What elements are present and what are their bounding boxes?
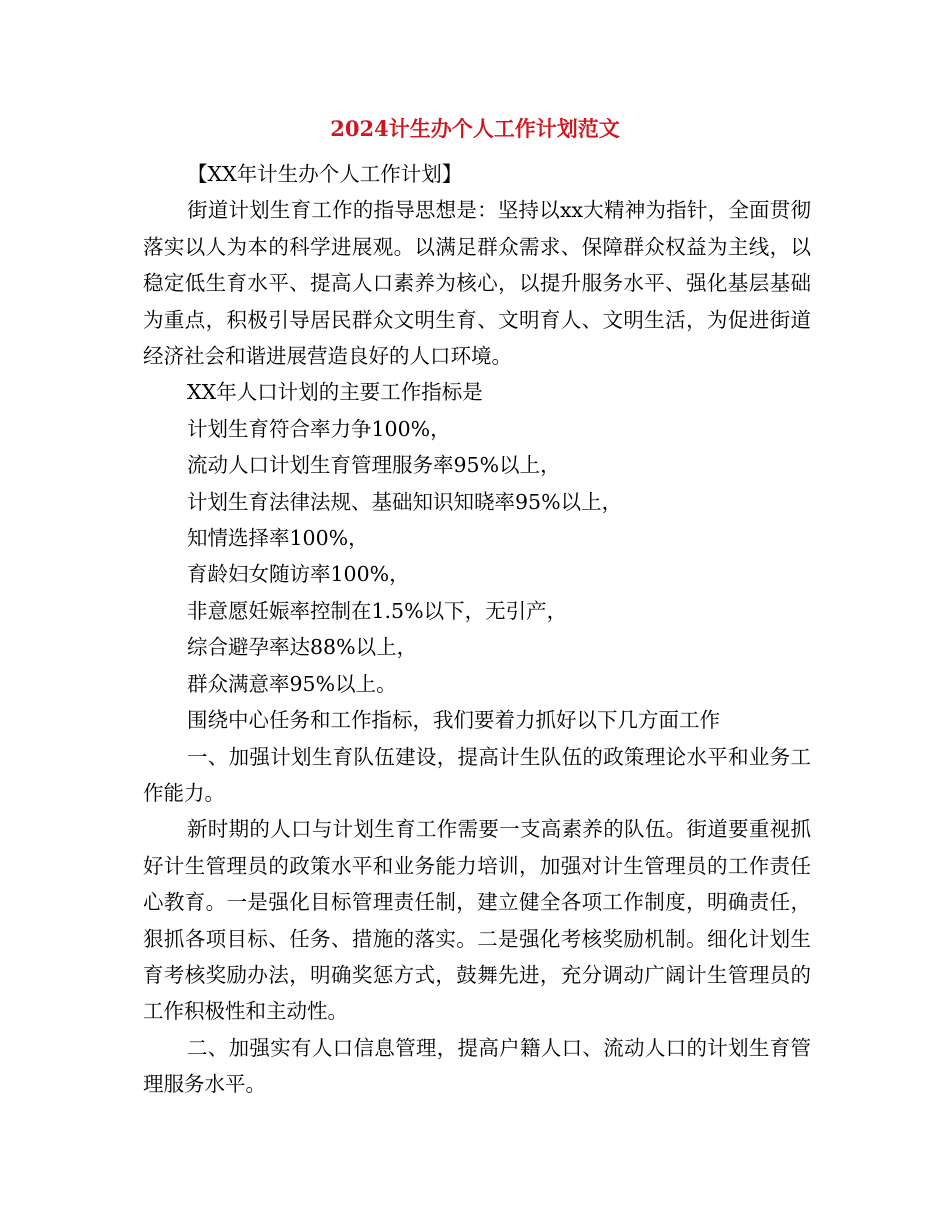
indicator-item: 育龄妇女随访率100%， [187, 562, 410, 587]
indicator-item: 非意愿妊娠率控制在1.5%以下，无引产， [187, 598, 568, 623]
indicator-item: 群众满意率95%以上。 [187, 671, 397, 696]
indicator-item: 综合避孕率达88%以上， [187, 635, 418, 660]
section-heading: 二、加强实有人口信息管理，提高户籍人口、流动人口的计划生育管理服务水平。 [143, 1035, 811, 1097]
section-heading: 【XX年计生办个人工作计划】 [187, 162, 463, 186]
indicator-item: 流动人口计划生育管理服务率95%以上， [187, 453, 561, 478]
paragraph: 围绕中心任务和工作指标，我们要着力抓好以下几方面工作 [187, 708, 720, 733]
indicator-item: 计划生育法律法规、基础知识知晓率95%以上， [187, 489, 623, 514]
section-heading: 一、加强计划生育队伍建设，提高计生队伍的政策理论水平和业务工作能力。 [143, 744, 811, 805]
paragraph: 新时期的人口与计划生育工作需要一支高素养的队伍。街道要重视抓好计生管理员的政策水平和业务能力培训，加强对计生管理员的工作责任心教育。一是强化目标管理责任制，建立健全各项工作制度，明确责任，狠抓各项目标、任务、措施的落实。二是强化考核奖励机制。细化计划生育考核奖励办法，明确奖惩方式，鼓舞先进，充分调动广阔计生管理员的工作积极性和主动性。 [143, 817, 811, 1024]
document-title: 2024计生办个人工作计划范文 [330, 116, 620, 141]
document-body [143, 156, 811, 1103]
paragraph: XX年人口计划的主要工作指标是 [187, 380, 483, 405]
paragraph: 街道计划生育工作的指导思想是：坚持以xx大精神为指针，全面贯彻落实以人为本的科学进展观。以满足群众需求、保障群众权益为主线，以稳定低生育水平、提高人口素养为核心，以提升服务水平、强化基层基础为重点，积极引导居民群众文明生育、文明育人、文明生活，为促进街道经济社会和谐进展营造良好的人口环境。 [143, 198, 811, 369]
indicator-item: 知情选择率100%， [187, 526, 369, 551]
indicator-item: 计划生育符合率力争100%， [187, 416, 451, 441]
